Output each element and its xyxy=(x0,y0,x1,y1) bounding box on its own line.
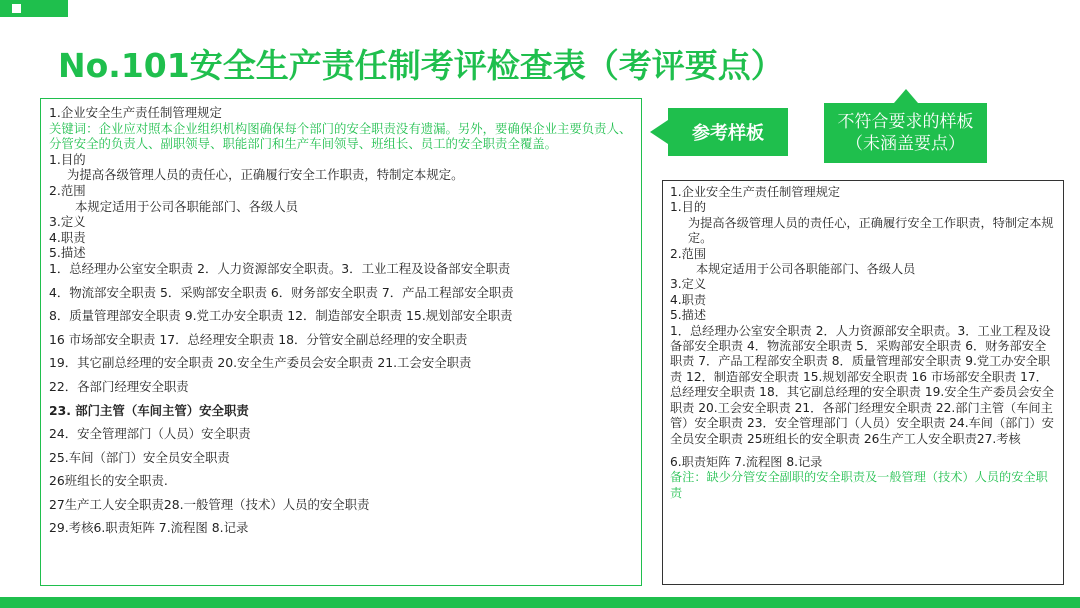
right-list-text: 1．总经理办公室安全职责 2．人力资源部安全职责。3．工业工程及设备部安全职责 4．物流部安全职责 5．采购部安全职责 6．财务部安全职责 7．产品工程部安全职责 8．质量管理部安全职责 9.党工办安全职责 12．制造部安全职责 15.规划部安全职责 16 市场部安全职责 17．总经理安全职责 18．其它副总经理的安全职责 19.安全生产委员会安全职责 20.工会安全职责 21．各部门经理安全职责 22.部门主管（车间主管）安全职责 23．安全管理部门（人员）安全职责 24.车间（部门）安全员安全职责 25班组长的安全职责 26生产工人安全职责27.考核 xyxy=(670,323,1054,446)
left-item: 22．各部门经理安全职责 xyxy=(49,378,189,394)
left-duties: 4.职责 xyxy=(49,229,86,245)
left-item: 25.车间（部门）安全员安全职责 xyxy=(49,449,230,465)
left-definition: 3.定义 xyxy=(49,214,86,230)
left-item: 23. 部门主管（车间主管）安全职责 xyxy=(49,402,249,418)
left-purpose-text: 为提高各级管理人员的责任心，正确履行安全工作职责，特制定本规定。 xyxy=(67,167,464,183)
left-purpose-title: 1.目的 xyxy=(49,151,86,167)
nonconforming-callout-line1: 不符合要求的样板 xyxy=(837,112,974,132)
left-heading: 1.企业安全生产责任制管理规定 xyxy=(49,105,222,120)
right-purpose-text: 为提高各级管理人员的责任心，正确履行安全工作职责，特制定本规定。 xyxy=(688,215,1054,246)
left-scope-title: 2.范围 xyxy=(49,182,86,198)
corner-square-icon xyxy=(12,4,21,13)
left-description: 5.描述 xyxy=(49,245,86,261)
bottom-bar xyxy=(0,597,1080,608)
reference-sample-callout: 参考样板 xyxy=(668,108,788,156)
page-title: No.101安全生产责任制考评检查表（考评要点） xyxy=(58,46,784,85)
right-note: 备注：缺少分管安全副职的安全职责及一般管理（技术）人员的安全职责 xyxy=(670,470,1048,500)
left-item: 24．安全管理部门（人员）安全职责 xyxy=(49,426,251,442)
left-scope-text: 本规定适用于公司各职能部门、各级人员 xyxy=(75,198,299,214)
left-item: 29.考核6.职责矩阵 7.流程图 8.记录 xyxy=(49,520,249,536)
right-heading: 1.企业安全生产责任制管理规定 xyxy=(670,185,841,199)
left-item: 8．质量管理部安全职责 9.党工办安全职责 12．制造部安全职责 15.规划部安全职责 xyxy=(49,308,513,324)
left-keywords: 关键词：企业应对照本企业组织机构图确保每个部门的安全职责没有遗漏。另外，要确保企业主要负责人、分管安全的负责人、副职领导、职能部门和生产车间领导、班组长、员工的安全职责全覆盖。 xyxy=(49,120,632,152)
left-item: 27生产工人安全职责28.一般管理（技术）人员的安全职责 xyxy=(49,496,370,512)
right-definition: 3.定义 xyxy=(670,277,707,292)
nonconforming-sample-callout xyxy=(824,103,987,163)
left-item: 1．总经理办公室安全职责 2．人力资源部安全职责。3．工业工程及设备部安全职责 xyxy=(49,260,511,276)
left-item: 26班组长的安全职责. xyxy=(49,473,168,489)
left-item: 19．其它副总经理的安全职责 20.安全生产委员会安全职责 21.工会安全职责 xyxy=(49,355,472,371)
left-item: 16 市场部安全职责 17．总经理安全职责 18．分管安全副总经理的安全职责 xyxy=(49,331,468,347)
right-purpose-title: 1.目的 xyxy=(670,200,707,215)
right-duties: 4.职责 xyxy=(670,292,707,307)
right-scope-text: 本规定适用于公司各职能部门、各级人员 xyxy=(696,262,916,277)
left-item: 4．物流部安全职责 5．采购部安全职责 6．财务部安全职责 7．产品工程部安全职责 xyxy=(49,284,514,300)
nonconforming-sample-box xyxy=(662,180,1064,585)
right-description: 5.描述 xyxy=(670,308,707,323)
right-tail: 6.职责矩阵 7.流程图 8.记录 xyxy=(670,454,823,469)
reference-sample-box xyxy=(40,98,642,586)
corner-tab xyxy=(0,0,68,17)
nonconforming-callout-line2: （未涵盖要点） xyxy=(846,134,965,154)
right-scope-title: 2.范围 xyxy=(670,246,707,261)
